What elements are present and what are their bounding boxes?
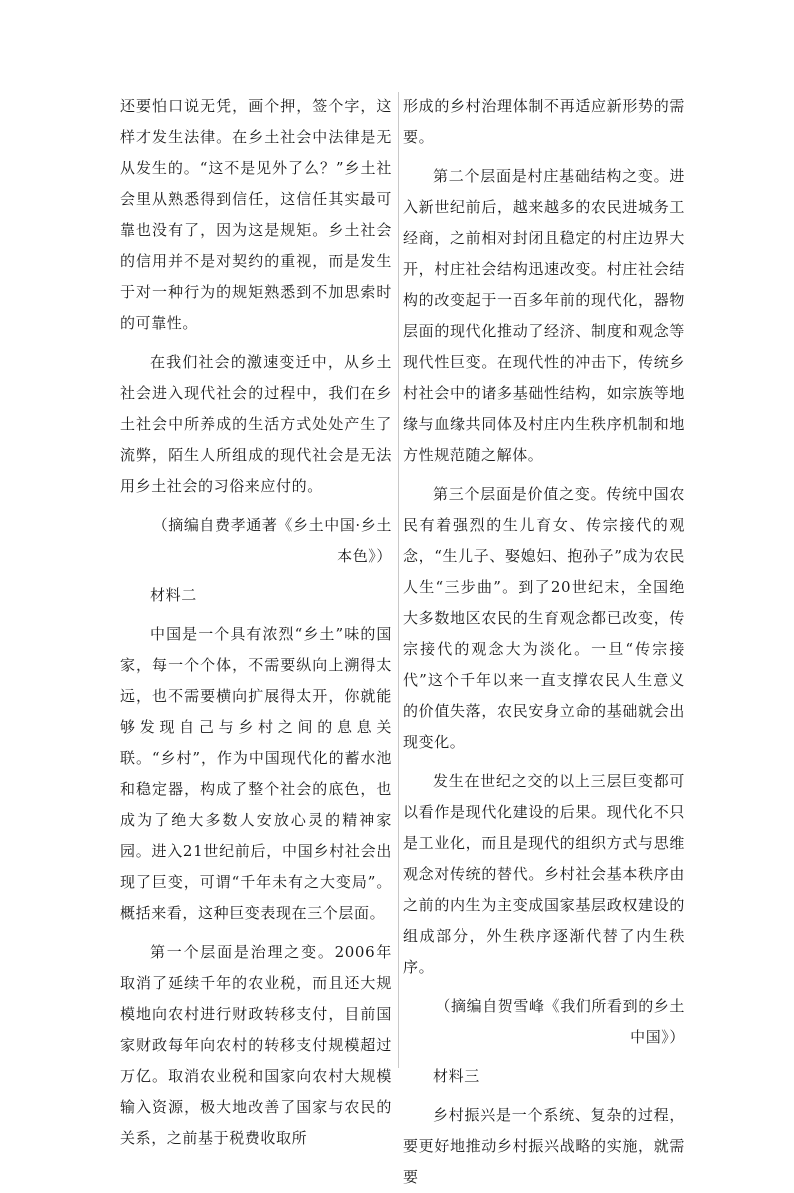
paragraph: 在我们社会的激速变迁中，从乡土社会进入现代社会的过程中，我们在乡土社会中所养成的生活方式处处产生了流弊，陌生人所组成的现代社会是无法用乡土社会的习俗来应付的。 bbox=[120, 353, 392, 495]
column-divider bbox=[398, 92, 399, 1068]
paragraph: 第二个层面是村庄基础结构之变。进入新世纪前后，越来越多的农民进城务工经商，之前相对封闭且稳定的村庄边界大开，村庄社会结构迅速改变。村庄社会结构的改变起于一百多年前的现代化，器物层面的现代化推动了经济、制度和观念等现代性巨变。在现代性的冲击下，传统乡村社会中的诸多基础性结构，如宗族等地缘与血缘共同体及村庄内生秩序机制和地方性规范随之解体。 bbox=[403, 167, 685, 464]
right-column bbox=[403, 91, 685, 1193]
source-citation: （摘编自贺雪峰《我们所看到的乡土中国》） bbox=[435, 997, 685, 1046]
paragraph: 发生在世纪之交的以上三层巨变都可以看作是现代化建设的后果。现代化不只是工业化，而且是现代的组织方式与思维观念对传统的替代。乡村社会基本秩序由之前的内生为主变成国家基层政权建设的组成部分，外生秩序逐渐代替了内生秩序。 bbox=[403, 772, 685, 976]
paragraph: 第三个层面是价值之变。传统中国农民有着强烈的生儿育女、传宗接代的观念，“生儿子、娶媳妇、抱孙子”成为农民人生“三步曲”。到了20世纪末，全国绝大多数地区农民的生育观念都已改变，传宗接代的观念大为淡化。一旦“传宗接代”这个千年以来一直支撑农民人生意义的价值失落，农民安身立命的基础就会出现变化。 bbox=[403, 485, 685, 751]
left-column bbox=[120, 91, 392, 1154]
paragraph: 还要怕口说无凭，画个押，签个字，这样才发生法律。在乡土社会中法律是无从发生的。“这不是见外了么？”乡土社会里从熟悉得到信任，这信任其实最可靠也没有了，因为这是规矩。乡土社会的信用并不是对契约的重视，而是发生于对一种行为的规矩熟悉到不加思索时的可靠性。 bbox=[120, 97, 392, 332]
paragraph: 中国是一个具有浓烈“乡土”味的国家，每一个个体，不需要纵向上溯得太远，也不需要横向扩展得太开，你就能够发现自己与乡村之间的息息关联。“乡村”，作为中国现代化的蓄水池和稳定器，构成了整个社会的底色，也成为了绝大多数人安放心灵的精神家园。进入21世纪前后，中国乡村社会出现了巨变，可谓“千年未有之大变局”。概括来看，这种巨变表现在三个层面。 bbox=[120, 625, 392, 922]
paragraph: 第一个层面是治理之变。2006年取消了延续千年的农业税，而且还大规模地向农村进行财政转移支付，目前国家财政每年向农村的转移支付规模超过万亿。取消农业税和国家向农村大规模输入资源，极大地改善了国家与农民的关系，之前基于税费收取所 bbox=[120, 943, 392, 1147]
source-citation: （摘编自费孝通著《乡土中国·乡土本色》） bbox=[152, 516, 392, 565]
section-heading: 材料三 bbox=[433, 1067, 480, 1085]
paragraph: 乡村振兴是一个系统、复杂的过程，要更好地推动乡村振兴战略的实施，就需要 bbox=[403, 1106, 685, 1186]
paragraph: 形成的乡村治理体制不再适应新形势的需要。 bbox=[403, 97, 685, 146]
section-heading: 材料二 bbox=[150, 586, 197, 604]
